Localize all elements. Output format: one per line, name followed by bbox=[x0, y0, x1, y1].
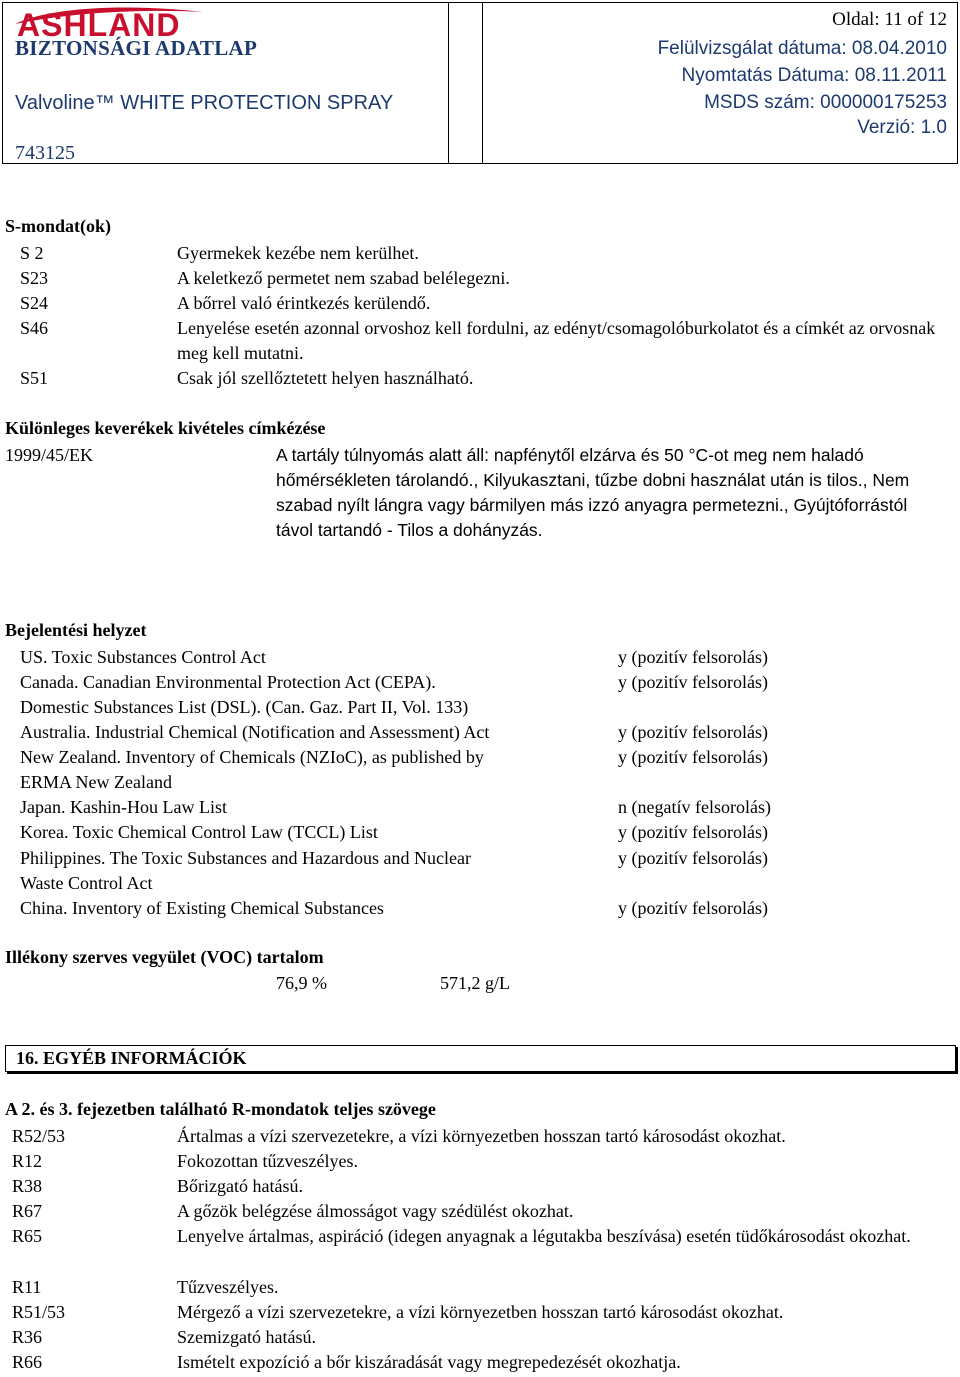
r-phrases-title: A 2. és 3. fejezetben található R-mondatok teljes szövege bbox=[5, 1099, 436, 1119]
inventory-status: y (pozitív felsorolás) bbox=[618, 747, 768, 767]
inventory-status: y (pozitív felsorolás) bbox=[618, 822, 768, 842]
r-phrase-code: R52/53 bbox=[12, 1126, 66, 1146]
s-phrase-text: Lenyelése esetén azonnal orvoshoz kell fordulni, az edényt/csomagolóburkolatot és a címkét az orvosnak meg kell mutatni. bbox=[177, 318, 936, 363]
s-phrases-title: S-mondat(ok) bbox=[5, 216, 112, 236]
section-16-header: 16. EGYÉB INFORMÁCIÓK bbox=[5, 1045, 956, 1072]
document-title: BIZTONSÁGI ADATLAP bbox=[15, 36, 258, 60]
product-code: 743125 bbox=[15, 142, 75, 164]
product-name: Valvoline™ WHITE PROTECTION SPRAY bbox=[15, 92, 394, 114]
r-phrase-text: Lenyelve ártalmas, aspiráció (idegen anyagnak a légutakba beszívása) esetén tüdőkárosodást okozhat. bbox=[177, 1226, 911, 1246]
voc-percent: 76,9 % bbox=[276, 973, 327, 993]
special-labelling-text: A tartály túlnyomás alatt áll: napfénytől elzárva és 50 °C-ot meg nem haladó hőmérsékleten tárolandó., Kilyukasztani, tűzbe dobni használat után is tilos., Nem szabad nyílt lángra vagy bármilyen más izzó anyagra permetezni., Gyújtóforrástól távol tartandó - Tilos a dohányzás. bbox=[276, 445, 910, 540]
r-phrase-text: A gőzök belégzése álmosságot vagy szédülést okozhat. bbox=[177, 1201, 574, 1221]
s-phrase-code: S 2 bbox=[20, 243, 44, 263]
revision-date: Felülvizsgálat dátuma: 08.04.2010 bbox=[657, 38, 947, 59]
inventory-name: US. Toxic Substances Control Act bbox=[20, 647, 266, 667]
inventory-name: Korea. Toxic Chemical Control Law (TCCL) List bbox=[20, 822, 378, 842]
s-phrase-text: Gyermekek kezébe nem kerülhet. bbox=[177, 243, 419, 263]
s-phrase-code: S51 bbox=[20, 368, 49, 388]
r-phrase-code: R38 bbox=[12, 1176, 43, 1196]
inventory-status: y (pozitív felsorolás) bbox=[618, 647, 768, 667]
r-phrase-code: R67 bbox=[12, 1201, 43, 1221]
r-phrase-code: R36 bbox=[12, 1327, 43, 1347]
inventory-name: China. Inventory of Existing Chemical Substances bbox=[20, 898, 384, 918]
s-phrase-code: S46 bbox=[20, 318, 49, 338]
logo-text: ASHLAND bbox=[17, 7, 181, 38]
voc-gpl: 571,2 g/L bbox=[440, 973, 510, 993]
msds-number: MSDS szám: 000000175253 bbox=[704, 92, 947, 113]
inventory-name: Canada. Canadian Environmental Protection Act (CEPA). bbox=[20, 672, 436, 692]
s-phrase-code: S24 bbox=[20, 293, 49, 313]
r-phrase-text: Bőrizgató hatású. bbox=[177, 1176, 303, 1196]
voc-title: Illékony szerves vegyület (VOC) tartalom bbox=[5, 947, 324, 967]
s-phrase-text: A keletkező permetet nem szabad belélegezni. bbox=[177, 268, 510, 288]
r-phrase-text: Mérgező a vízi szervezetekre, a vízi környezetben hosszan tartó károsodást okozhat. bbox=[177, 1302, 784, 1322]
r-phrase-code: R65 bbox=[12, 1226, 43, 1246]
special-labelling-title: Különleges keverékek kivételes címkézése bbox=[5, 418, 326, 438]
s-phrase-code: S23 bbox=[20, 268, 49, 288]
inventory-name: New Zealand. Inventory of Chemicals (NZIoC), as published by bbox=[20, 747, 484, 767]
inventory-name: Philippines. The Toxic Substances and Hazardous and Nuclear bbox=[20, 848, 471, 868]
s-phrase-text: A bőrrel való érintkezés kerülendő. bbox=[177, 293, 431, 313]
inventory-name: Australia. Industrial Chemical (Notification and Assessment) Act bbox=[20, 722, 490, 742]
inventory-status: y (pozitív felsorolás) bbox=[618, 898, 768, 918]
r-phrase-code: R66 bbox=[12, 1352, 43, 1372]
inventory-name-cont: Waste Control Act bbox=[20, 873, 153, 893]
r-phrase-text: Szemizgató hatású. bbox=[177, 1327, 316, 1347]
inventory-name-cont: Domestic Substances List (DSL). (Can. Gaz. Part II, Vol. 133) bbox=[20, 697, 469, 717]
r-phrase-text: Tűzveszélyes. bbox=[177, 1277, 279, 1297]
r-phrase-code: R11 bbox=[12, 1277, 42, 1297]
inventory-status: y (pozitív felsorolás) bbox=[618, 722, 768, 742]
inventory-name-cont: ERMA New Zealand bbox=[20, 772, 172, 792]
notification-title: Bejelentési helyzet bbox=[5, 620, 147, 640]
r-phrase-code: R12 bbox=[12, 1151, 43, 1171]
directive-code: 1999/45/EK bbox=[5, 445, 93, 465]
header-divider bbox=[448, 3, 483, 163]
r-phrase-code: R51/53 bbox=[12, 1302, 66, 1322]
print-date: Nyomtatás Dátuma: 08.11.2011 bbox=[681, 65, 947, 86]
inventory-status: y (pozitív felsorolás) bbox=[618, 848, 768, 868]
inventory-status: n (negatív felsorolás) bbox=[618, 797, 771, 817]
inventory-status: y (pozitív felsorolás) bbox=[618, 672, 768, 692]
page-number: Oldal: 11 of 12 bbox=[832, 9, 947, 30]
s-phrase-text: Csak jól szellőztetett helyen használható. bbox=[177, 368, 474, 388]
document-header bbox=[2, 2, 958, 164]
version: Verzió: 1.0 bbox=[857, 117, 947, 138]
r-phrase-text: Fokozottan tűzveszélyes. bbox=[177, 1151, 358, 1171]
r-phrase-text: Ismételt expozíció a bőr kiszáradását vagy megrepedezését okozhatja. bbox=[177, 1352, 681, 1372]
ashland-logo bbox=[13, 4, 258, 38]
inventory-name: Japan. Kashin-Hou Law List bbox=[20, 797, 227, 817]
r-phrase-text: Ártalmas a vízi szervezetekre, a vízi környezetben hosszan tartó károsodást okozhat. bbox=[177, 1126, 786, 1146]
